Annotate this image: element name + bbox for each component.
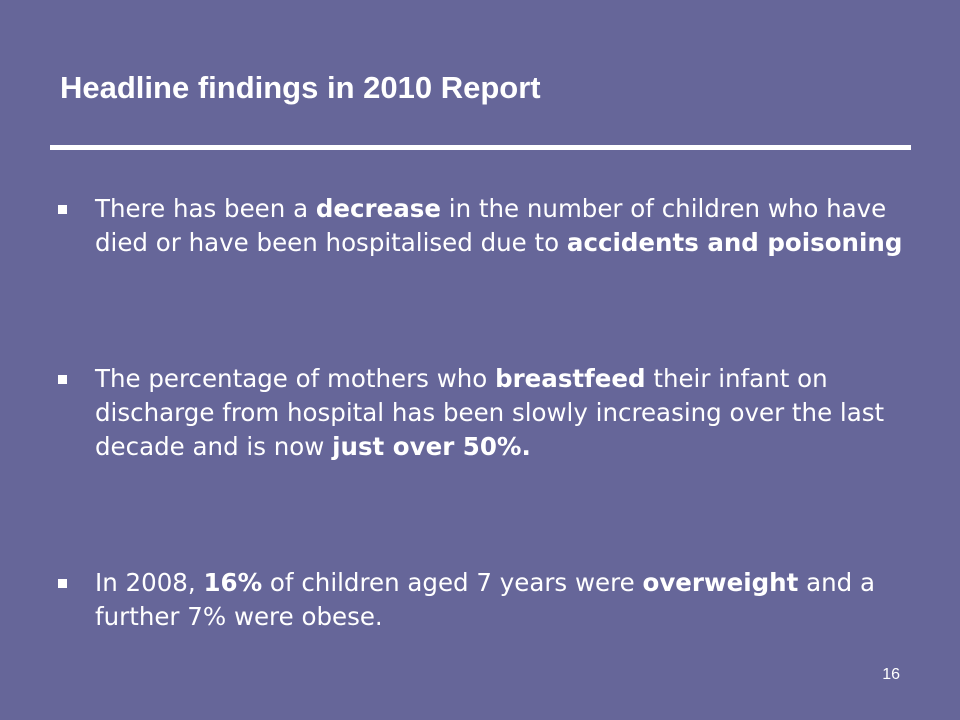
slide-title: Headline findings in 2010 Report	[60, 70, 541, 105]
bullet-item-decrease	[58, 192, 938, 260]
bullet-emphasis: breastfeed	[495, 364, 646, 393]
bullet-segment: The percentage of mothers who	[95, 364, 496, 393]
bullet-segment: In 2008,	[95, 568, 204, 597]
bullet-emphasis: accidents and poisoning	[566, 228, 903, 257]
bullet-emphasis: overweight	[642, 568, 799, 597]
bullet-emphasis: just over 50%.	[332, 432, 531, 461]
title-underline	[50, 145, 911, 150]
bullet-item-overweight	[58, 566, 938, 634]
slide-number: 16	[882, 666, 900, 683]
bullet-segment: of children aged 7 years were	[262, 568, 643, 597]
bullet-segment: and a further 7% were obese.	[95, 568, 876, 631]
square-bullet-icon	[58, 579, 67, 588]
bullet-item-breastfeeding	[58, 362, 938, 464]
bullet-text	[95, 566, 938, 634]
bullet-segment: in the number of children who have died or have been hospitalised due to	[95, 194, 887, 257]
bullet-segment: their infant on discharge from hospital has been slowly increasing over the last decade and is now	[95, 364, 885, 461]
square-bullet-icon	[58, 375, 67, 384]
bullet-text	[95, 362, 938, 464]
bullet-emphasis: 16%	[203, 568, 263, 597]
square-bullet-icon	[58, 205, 67, 214]
bullet-segment: There has been a	[95, 194, 316, 223]
bullet-text	[95, 192, 938, 260]
bullet-emphasis: decrease	[315, 194, 441, 223]
